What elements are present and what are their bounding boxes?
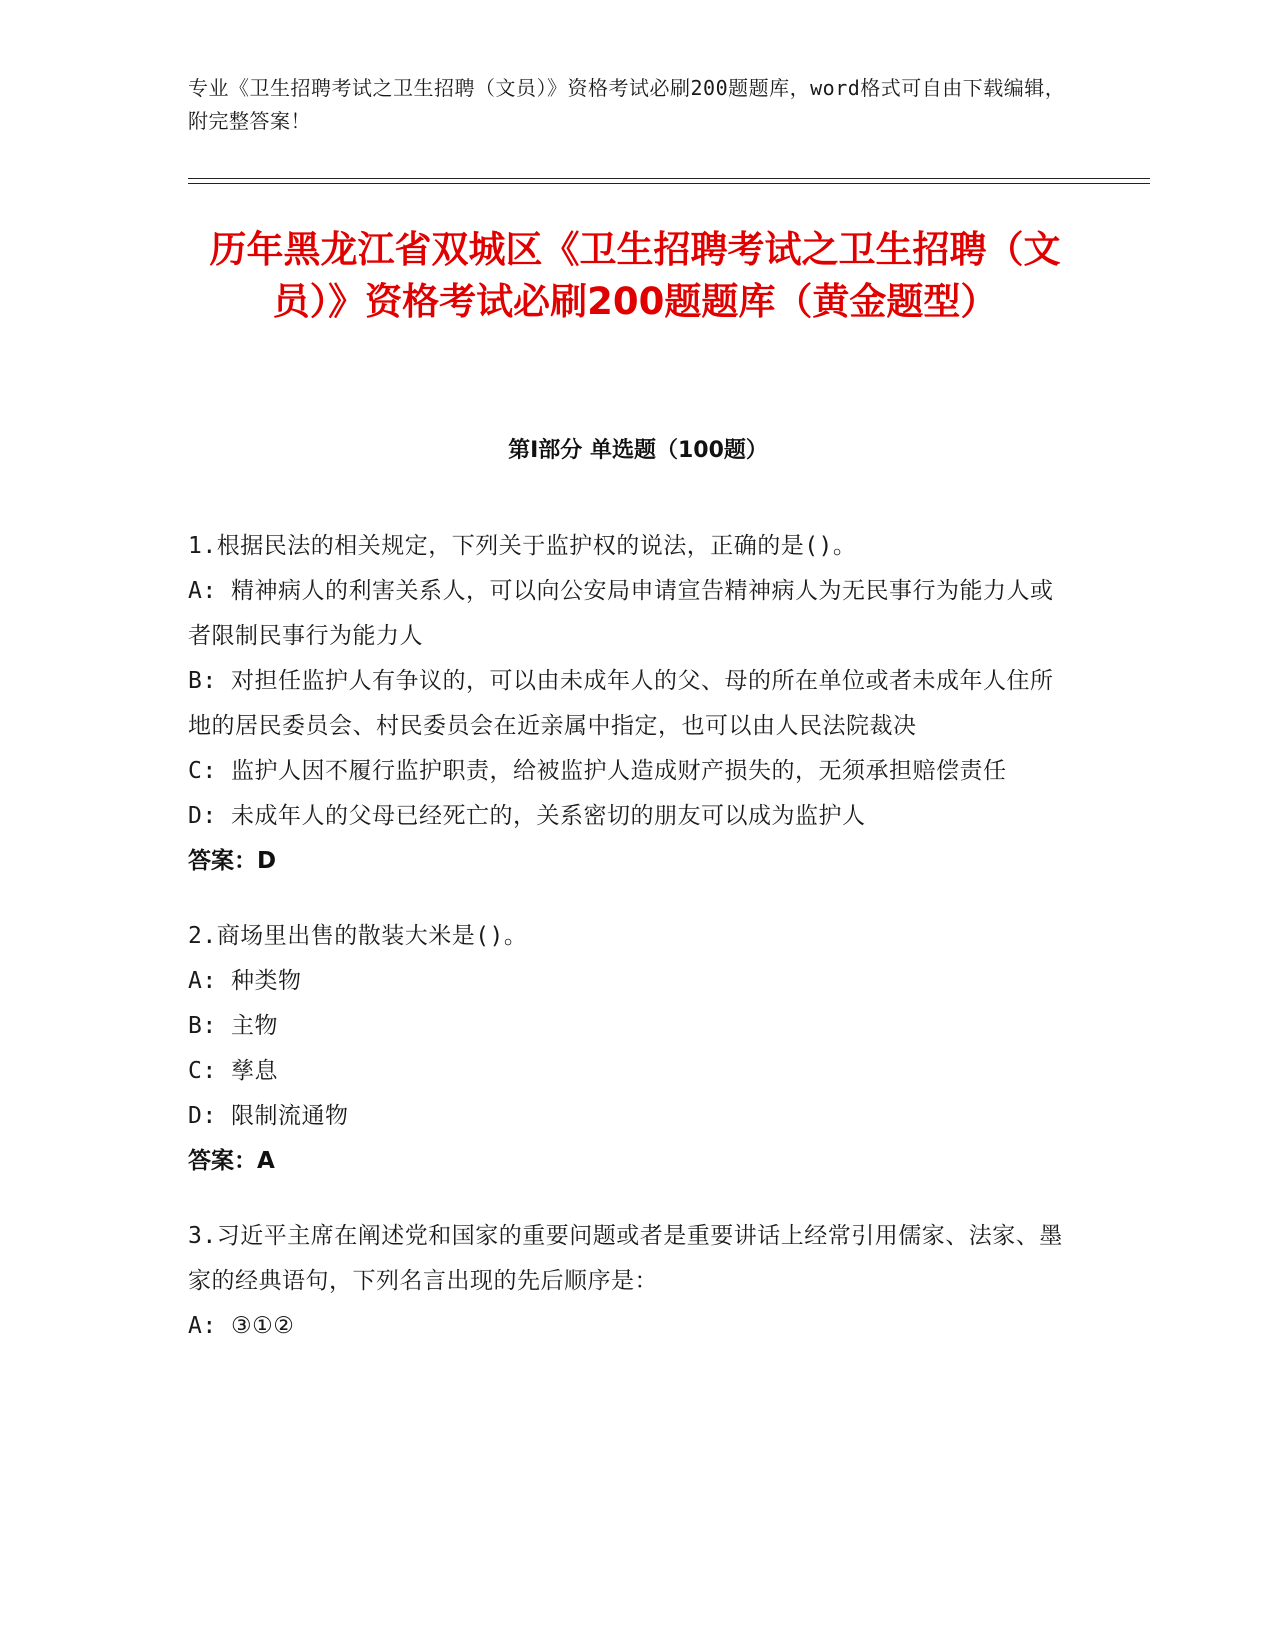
option-c: C: 监护人因不履行监护职责，给被监护人造成财产损失的，无须承担赔偿责任 — [188, 758, 1007, 784]
question-1 — [188, 524, 1068, 884]
question-2 — [188, 914, 1068, 1184]
option-b: B: 主物 — [188, 1013, 279, 1039]
section-heading: 第Ⅰ部分 单选题（100题） — [508, 438, 768, 463]
question-stem: 2.商场里出售的散装大米是()。 — [188, 923, 528, 949]
header-divider-bottom — [188, 183, 1150, 184]
option-b: B: 对担任监护人有争议的，可以由未成年人的父、母的所在单位或者未成年人住所地的居民委员会、村民委员会在近亲属中指定，也可以由人民法院裁决 — [188, 668, 1054, 739]
question-3 — [188, 1214, 1068, 1349]
option-d: D: 限制流通物 — [188, 1103, 349, 1129]
answer-line: 答案：A — [188, 1148, 275, 1174]
header-divider-top — [188, 178, 1150, 179]
option-a: A: 精神病人的利害关系人，可以向公安局申请宣告精神病人为无民事行为能力人或者限制民事行为能力人 — [188, 578, 1054, 649]
option-a: A: 种类物 — [188, 968, 302, 994]
option-a: A: ③①② — [188, 1313, 295, 1339]
header-note: 专业《卫生招聘考试之卫生招聘（文员）》资格考试必刷200题题库，word格式可自由下载编辑，附完整答案！ — [188, 76, 1066, 133]
answer-line: 答案：D — [188, 848, 277, 874]
option-c: C: 孳息 — [188, 1058, 279, 1084]
question-list — [188, 524, 1068, 1349]
document-title: 历年黑龙江省双城区《卫生招聘考试之卫生招聘（文员）》资格考试必刷200题题库（黄金题型） — [209, 228, 1061, 323]
option-d: D: 未成年人的父母已经死亡的，关系密切的朋友可以成为监护人 — [188, 803, 866, 829]
question-stem: 1.根据民法的相关规定，下列关于监护权的说法，正确的是()。 — [188, 533, 857, 559]
question-stem: 3.习近平主席在阐述党和国家的重要问题或者是重要讲话上经常引用儒家、法家、墨家的经典语句，下列名言出现的先后顺序是： — [188, 1223, 1063, 1294]
